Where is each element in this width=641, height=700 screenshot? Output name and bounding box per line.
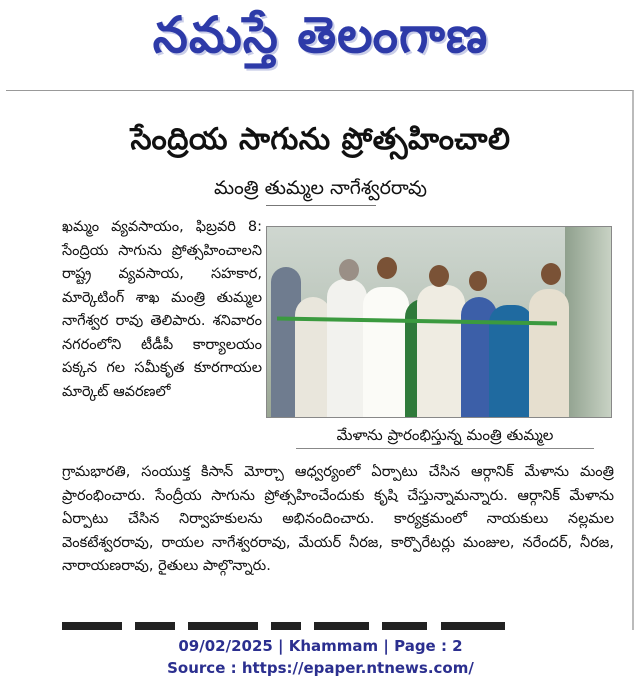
photo-head xyxy=(377,257,397,279)
footer-source-link[interactable]: Source : https://epaper.ntnews.com/ xyxy=(167,659,474,677)
cutoff-text-fragment xyxy=(382,622,427,630)
article-body-text: గ్రామభారతి, సంయుక్త కిసాన్ మోర్చా ఆధ్వర్యంలో ఏర్పాటు చేసిన ఆర్గానిక్ మేళాను మంత్రి ప్రారంభించారు. సేంద్రీయ సాగును ప్రోత్సహించేందుకు కృషి చేస్తున్నామన్నారు. ఆర్గానిక్ మేళాను ఏర్పాటు చేసిన నిర్వాహకులను అభినందించారు. కార్యక్రమంలో నాయకులు నల్లమల వెంకటేశ్వరరావు, రాయల నాగేశ్వరరావు, మేయర్ నీరజ, కార్పొరేటర్లు మంజుల, నరేందర్, నీరజ, నారాయణరావు, రైతులు పాల్గొన్నారు. xyxy=(62,464,614,574)
cutoff-next-article xyxy=(62,608,614,630)
photo-wall xyxy=(565,227,611,417)
subhead-divider xyxy=(266,205,376,206)
photo-head xyxy=(429,265,449,287)
photo-person xyxy=(529,289,569,417)
article-subhead: మంత్రి తుమ్మల నాగేశ్వరరావు xyxy=(213,177,428,199)
cutoff-text-fragment xyxy=(62,622,122,630)
photo-head xyxy=(541,263,561,285)
photo-caption: మేళాను ప్రారంభిస్తున్న మంత్రి తుమ్మల xyxy=(296,422,594,449)
footer-date-line: 09/02/2025 | Khammam | Page : 2 xyxy=(178,637,463,655)
cutoff-text-fragment xyxy=(441,622,505,630)
photo-head xyxy=(469,271,487,291)
cutoff-text-fragment xyxy=(314,622,369,630)
cutoff-text-fragment xyxy=(188,622,258,630)
article-headline: సేంద్రియ సాగును ప్రోత్సహించాలి xyxy=(130,122,511,157)
cutoff-text-fragment xyxy=(135,622,175,630)
photo-person xyxy=(295,297,331,417)
photo-person xyxy=(363,287,409,417)
photo-person xyxy=(327,279,367,417)
article-column-text: ఖమ్మం వ్యవసాయం, ఫిబ్రవరి 8: సేంద్రియ సాగును ప్రోత్సహించాలని రాష్ట్ర వ్యవసాయ, సహకార, మార్కెటింగ్ శాఖ మంత్రి తుమ్మల నాగేశ్వర రావు తెలిపారు. శనివారం నగరంలోని టీడీపీ కార్యాలయం పక్కన గల సమీకృత కూరగాయల మార్కెట్ ఆవరణలో xyxy=(62,219,262,400)
newspaper-logo: నమస్తే తెలంగాణ xyxy=(152,6,489,64)
photo-person xyxy=(417,285,465,417)
masthead xyxy=(0,0,641,86)
cutoff-text-fragment xyxy=(271,622,301,630)
article-photo xyxy=(266,226,612,418)
photo-head xyxy=(339,259,359,281)
